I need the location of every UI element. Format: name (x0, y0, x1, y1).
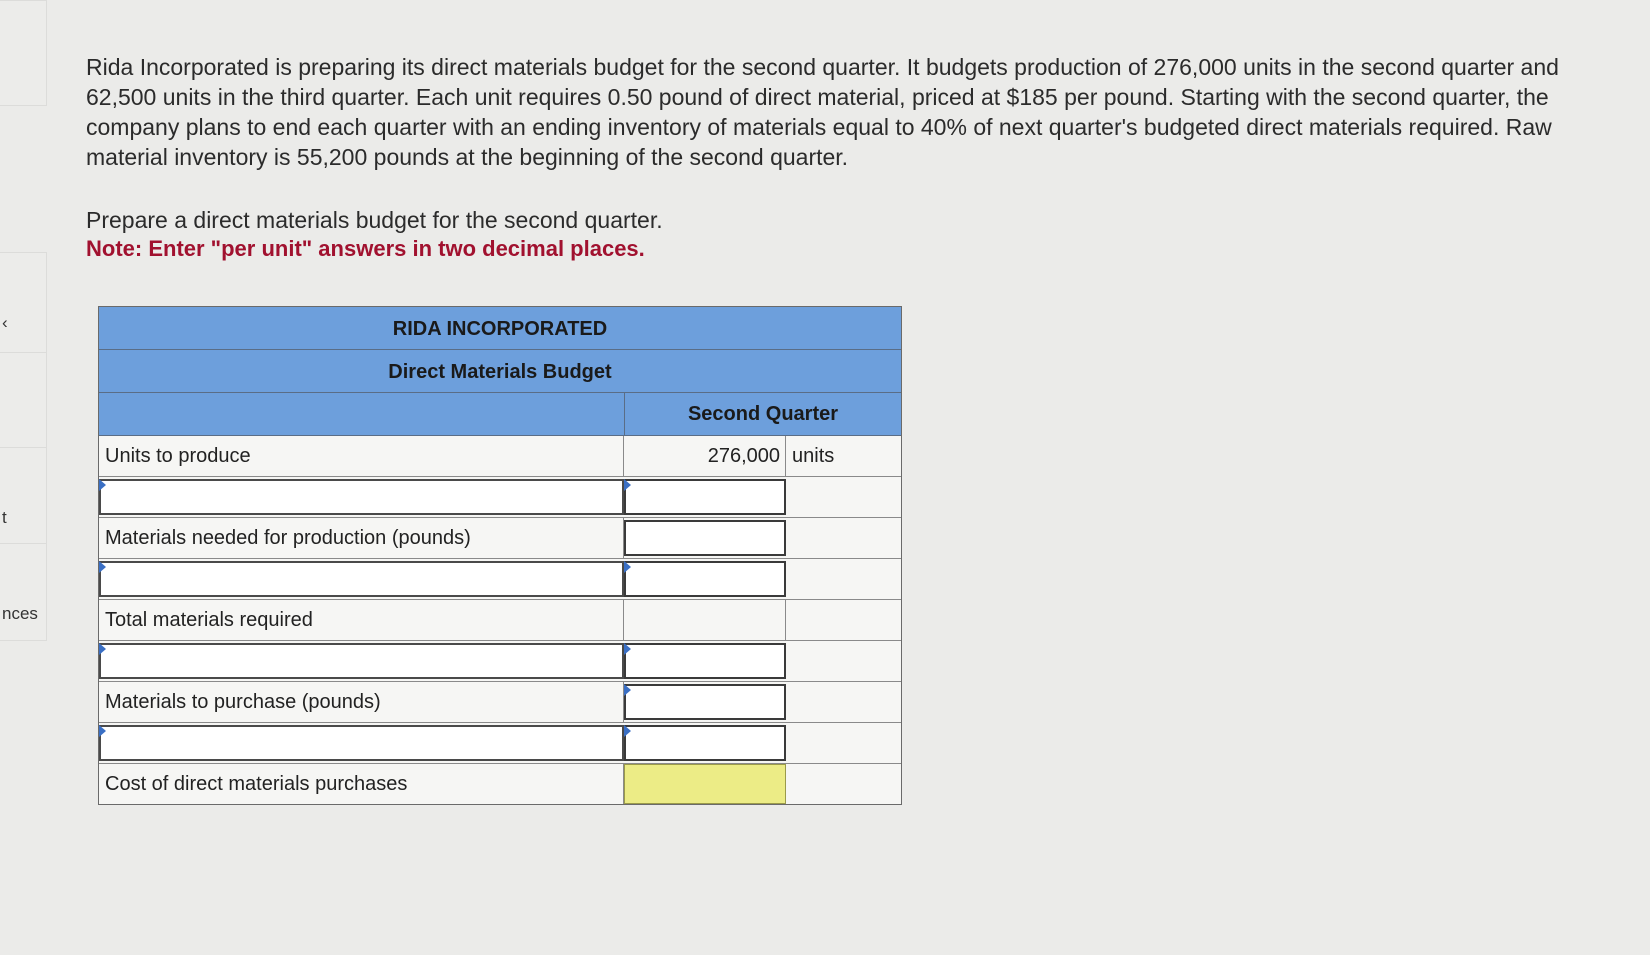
table-row (99, 641, 901, 682)
value-input[interactable] (624, 725, 786, 761)
sidebar-panel[interactable] (0, 543, 47, 641)
prompt-text: Prepare a direct materials budget for the second quarter. (86, 207, 663, 233)
cost-of-purchases-value (624, 764, 786, 804)
row-label-total-materials-required: Total materials required (99, 600, 624, 640)
sidebar-panel[interactable] (0, 252, 47, 354)
row-label-materials-needed: Materials needed for production (pounds) (99, 518, 624, 558)
unit-cell (786, 682, 901, 722)
sidebar-references-label: nces (2, 604, 38, 623)
sidebar-panel[interactable] (0, 447, 47, 545)
materials-to-purchase-input[interactable] (624, 684, 786, 720)
materials-needed-input[interactable] (624, 520, 786, 556)
question-content (86, 52, 1606, 263)
dropdown-marker-icon (99, 725, 106, 737)
total-materials-required-value (624, 600, 786, 640)
table-row (99, 436, 901, 477)
table-row (99, 723, 901, 764)
dropdown-marker-icon (99, 561, 106, 573)
input-marker-icon (624, 725, 631, 737)
label-dropdown-input[interactable] (99, 479, 624, 515)
value-input[interactable] (624, 561, 786, 597)
unit-cell (786, 559, 901, 599)
label-column-header (99, 393, 625, 435)
value-input[interactable] (624, 643, 786, 679)
second-quarter-header: Second Quarter (687, 403, 839, 425)
table-row (99, 477, 901, 518)
table-row (99, 682, 901, 723)
table-row (99, 764, 901, 804)
sidebar-panel[interactable] (0, 352, 47, 449)
row-label-cost-of-purchases: Cost of direct materials purchases (99, 764, 624, 804)
units-label: units (792, 445, 835, 467)
row-label-units-to-produce: Units to produce (99, 436, 624, 476)
budget-title: Direct Materials Budget (99, 350, 901, 393)
row-label-materials-to-purchase: Materials to purchase (pounds) (99, 682, 624, 722)
note-text: Note: Enter "per unit" answers in two decimal places. (86, 236, 645, 261)
table-row (99, 600, 901, 641)
company-name: RIDA INCORPORATED (99, 307, 901, 350)
dropdown-marker-icon (99, 479, 106, 491)
label-dropdown-input[interactable] (99, 561, 624, 597)
unit-cell (786, 518, 901, 558)
unit-cell (786, 764, 901, 804)
sidebar-nav-fragment: t (2, 508, 7, 527)
input-marker-icon (624, 684, 631, 696)
unit-cell (786, 723, 901, 763)
dropdown-marker-icon (99, 643, 106, 655)
label-dropdown-input[interactable] (99, 725, 624, 761)
value-input[interactable] (624, 479, 786, 515)
left-sidebar (0, 0, 48, 955)
input-marker-icon (624, 643, 631, 655)
problem-statement: Rida Incorporated is preparing its direct materials budget for the second quarter. It budgets production of 276,000 units in the second quarter and 62,500 units in the third quarter. Each unit requires 0.50 pound of direct material, priced at $185 per pound. Starting with the second quarter, the company plans to end each quarter with an ending inventory of materials equal to 40% of next quarter's budgeted direct materials required. Raw material inventory is 55,200 pounds at the beginning of the second quarter. (86, 54, 1559, 170)
input-marker-icon (624, 479, 631, 491)
sidebar-panel (0, 0, 47, 106)
units-to-produce-value: 276,000 (624, 436, 786, 476)
table-row (99, 559, 901, 600)
sidebar-nav-fragment: ‹ (2, 313, 8, 332)
input-marker-icon (624, 561, 631, 573)
unit-cell (786, 600, 901, 640)
table-row (99, 518, 901, 559)
label-dropdown-input[interactable] (99, 643, 624, 679)
unit-cell (786, 477, 901, 517)
direct-materials-budget-table (98, 306, 902, 805)
column-header-row (99, 393, 901, 436)
unit-cell (786, 641, 901, 681)
